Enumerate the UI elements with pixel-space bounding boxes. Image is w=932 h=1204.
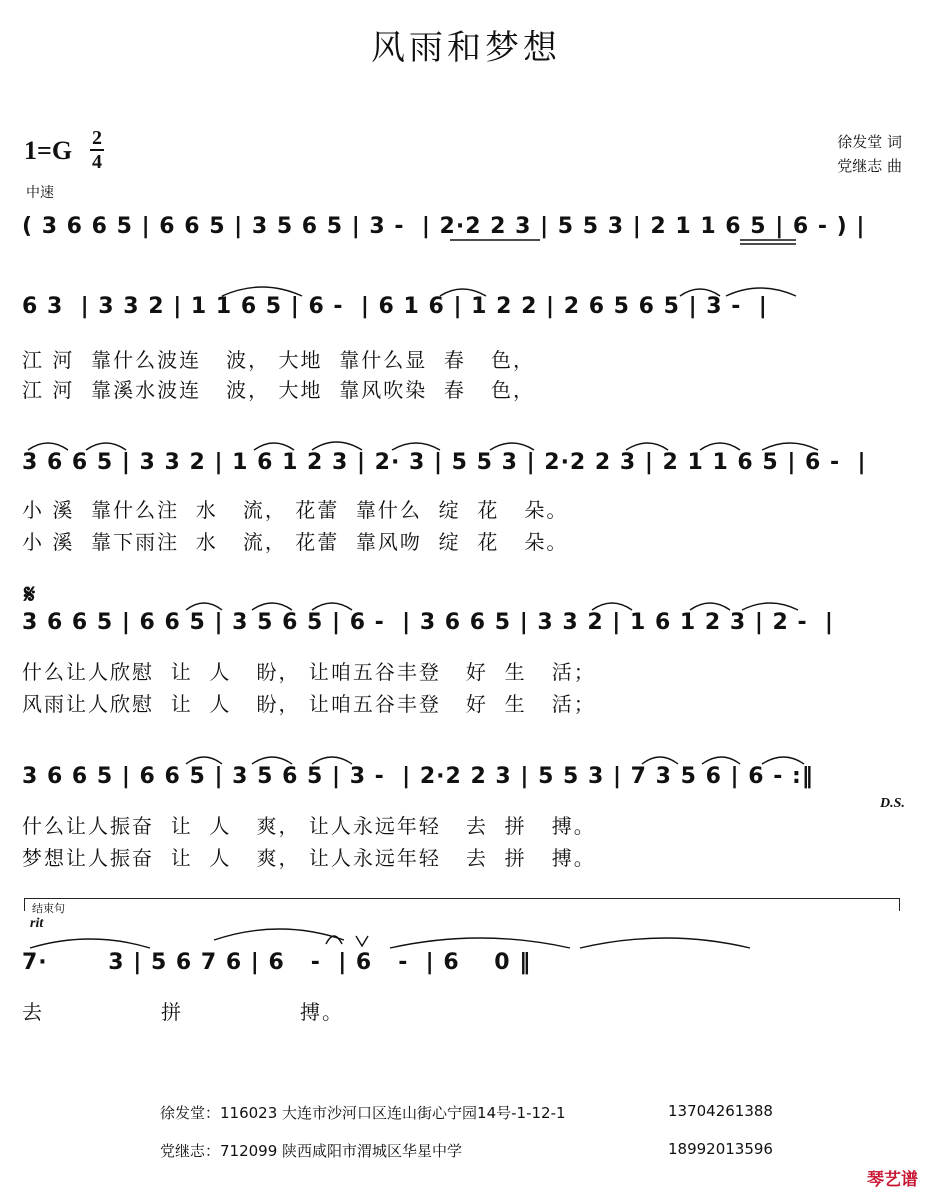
lyric-line-4a: 什么让人欣慰 让 人 盼， 让咱五谷丰登 好 生 活； — [22, 660, 596, 684]
slur — [702, 757, 740, 764]
contact-1-info: 徐发堂：116023 大连市沙河口区连山街心宁园14号-1-12-1 — [160, 1104, 566, 1122]
slur — [490, 443, 534, 450]
notation-line-1: ( 3 6 6 5 | 6 6 5 | 3 5 6 5 | 3 - | 2·2 2 3 | 5 5 3 | 2 1 1 6 5 | 6 - ) | — [22, 214, 866, 239]
composer: 党继志 曲 — [837, 157, 902, 175]
slur — [30, 939, 150, 948]
lyric-line-2b: 江 河 靠溪水波连 波， 大地 靠风吹染 春 色， — [22, 378, 536, 402]
time-top: 2 — [92, 127, 102, 149]
slur — [742, 603, 798, 610]
slur — [28, 443, 68, 450]
lyric-line-2a: 江 河 靠什么波连 波， 大地 靠什么显 春 色， — [22, 348, 536, 372]
slur — [222, 287, 302, 296]
lyric-line-5a: 什么让人振奋 让 人 爽， 让人永远年轻 去 拼 搏。 — [22, 814, 596, 838]
slur — [762, 757, 804, 764]
slur — [390, 938, 570, 948]
lyric-line-6: 去 拼 搏。 — [22, 1000, 345, 1024]
slur — [252, 757, 292, 764]
slur — [312, 442, 362, 450]
slur — [680, 289, 720, 296]
slur — [700, 443, 740, 450]
site-logo: 琴艺谱 — [867, 1170, 918, 1190]
time-bottom: 4 — [92, 151, 102, 173]
breath-mark — [356, 936, 368, 946]
contact-2-info: 党继志：712099 陕西咸阳市渭城区华星中学 — [160, 1142, 463, 1160]
notation-line-2: 6 3 | 3 3 2 | 1 1 6 5 | 6 - | 6 1 6 | 1 2 2 | 2 6 5 6 5 | 3 - | — [22, 294, 768, 319]
slur — [186, 757, 222, 764]
lyricist: 徐发堂 词 — [837, 133, 902, 151]
slur — [312, 603, 352, 610]
slur — [762, 443, 818, 450]
slur — [392, 443, 440, 450]
slur — [642, 757, 678, 764]
slur — [214, 929, 344, 940]
slur — [186, 603, 222, 610]
slur — [252, 603, 292, 610]
notation-line-5: 3 6 6 5 | 6 6 5 | 3 5 6 5 | 3 - | 2·2 2 3 | 5 5 3 | 7 3 5 6 | 6 - :‖ — [22, 764, 814, 789]
slur — [312, 757, 352, 764]
slur — [440, 289, 486, 296]
tempo-marking: 中速 — [26, 185, 54, 201]
key-signature: 1=G — [24, 136, 73, 165]
slur — [86, 443, 126, 450]
lyric-line-3b: 小 溪 靠下雨注 水 流， 花蕾 靠风吻 绽 花 朵。 — [22, 530, 569, 554]
notation-line-6: 7· 3 | 5 6 7 6 | 6 - | 6 - | 6 0 ‖ — [22, 950, 532, 975]
song-title: 风雨和梦想 — [371, 28, 561, 68]
contact-2-phone: 18992013596 — [668, 1140, 773, 1158]
segno-sign: 𝄋 — [24, 580, 36, 610]
ending-label: 结束句 — [32, 902, 65, 915]
ds-marking: D.S. — [880, 796, 905, 811]
slur — [592, 603, 632, 610]
slur — [690, 603, 730, 610]
slur — [254, 443, 294, 450]
slur — [626, 443, 668, 450]
lyric-line-5b: 梦想让人振奋 让 人 爽， 让人永远年轻 去 拼 搏。 — [22, 846, 596, 870]
slur — [726, 288, 796, 296]
notation-line-4: 3 6 6 5 | 6 6 5 | 3 5 6 5 | 6 - | 3 6 6 5 | 3 3 2 | 1 6 1 2 3 | 2 - | — [22, 610, 834, 635]
contact-1-phone: 13704261388 — [668, 1102, 773, 1120]
rit-marking: rit — [30, 916, 44, 931]
slur — [580, 938, 750, 948]
lyric-line-3a: 小 溪 靠什么注 水 流， 花蕾 靠什么 绽 花 朵。 — [22, 498, 569, 522]
lyric-line-4b: 风雨让人欣慰 让 人 盼， 让咱五谷丰登 好 生 活； — [22, 692, 596, 716]
notation-line-3: 3 6 6 5 | 3 3 2 | 1 6 1 2 3 | 2· 3 | 5 5 3 | 2·2 2 3 | 2 1 1 6 5 | 6 - | — [22, 450, 867, 475]
